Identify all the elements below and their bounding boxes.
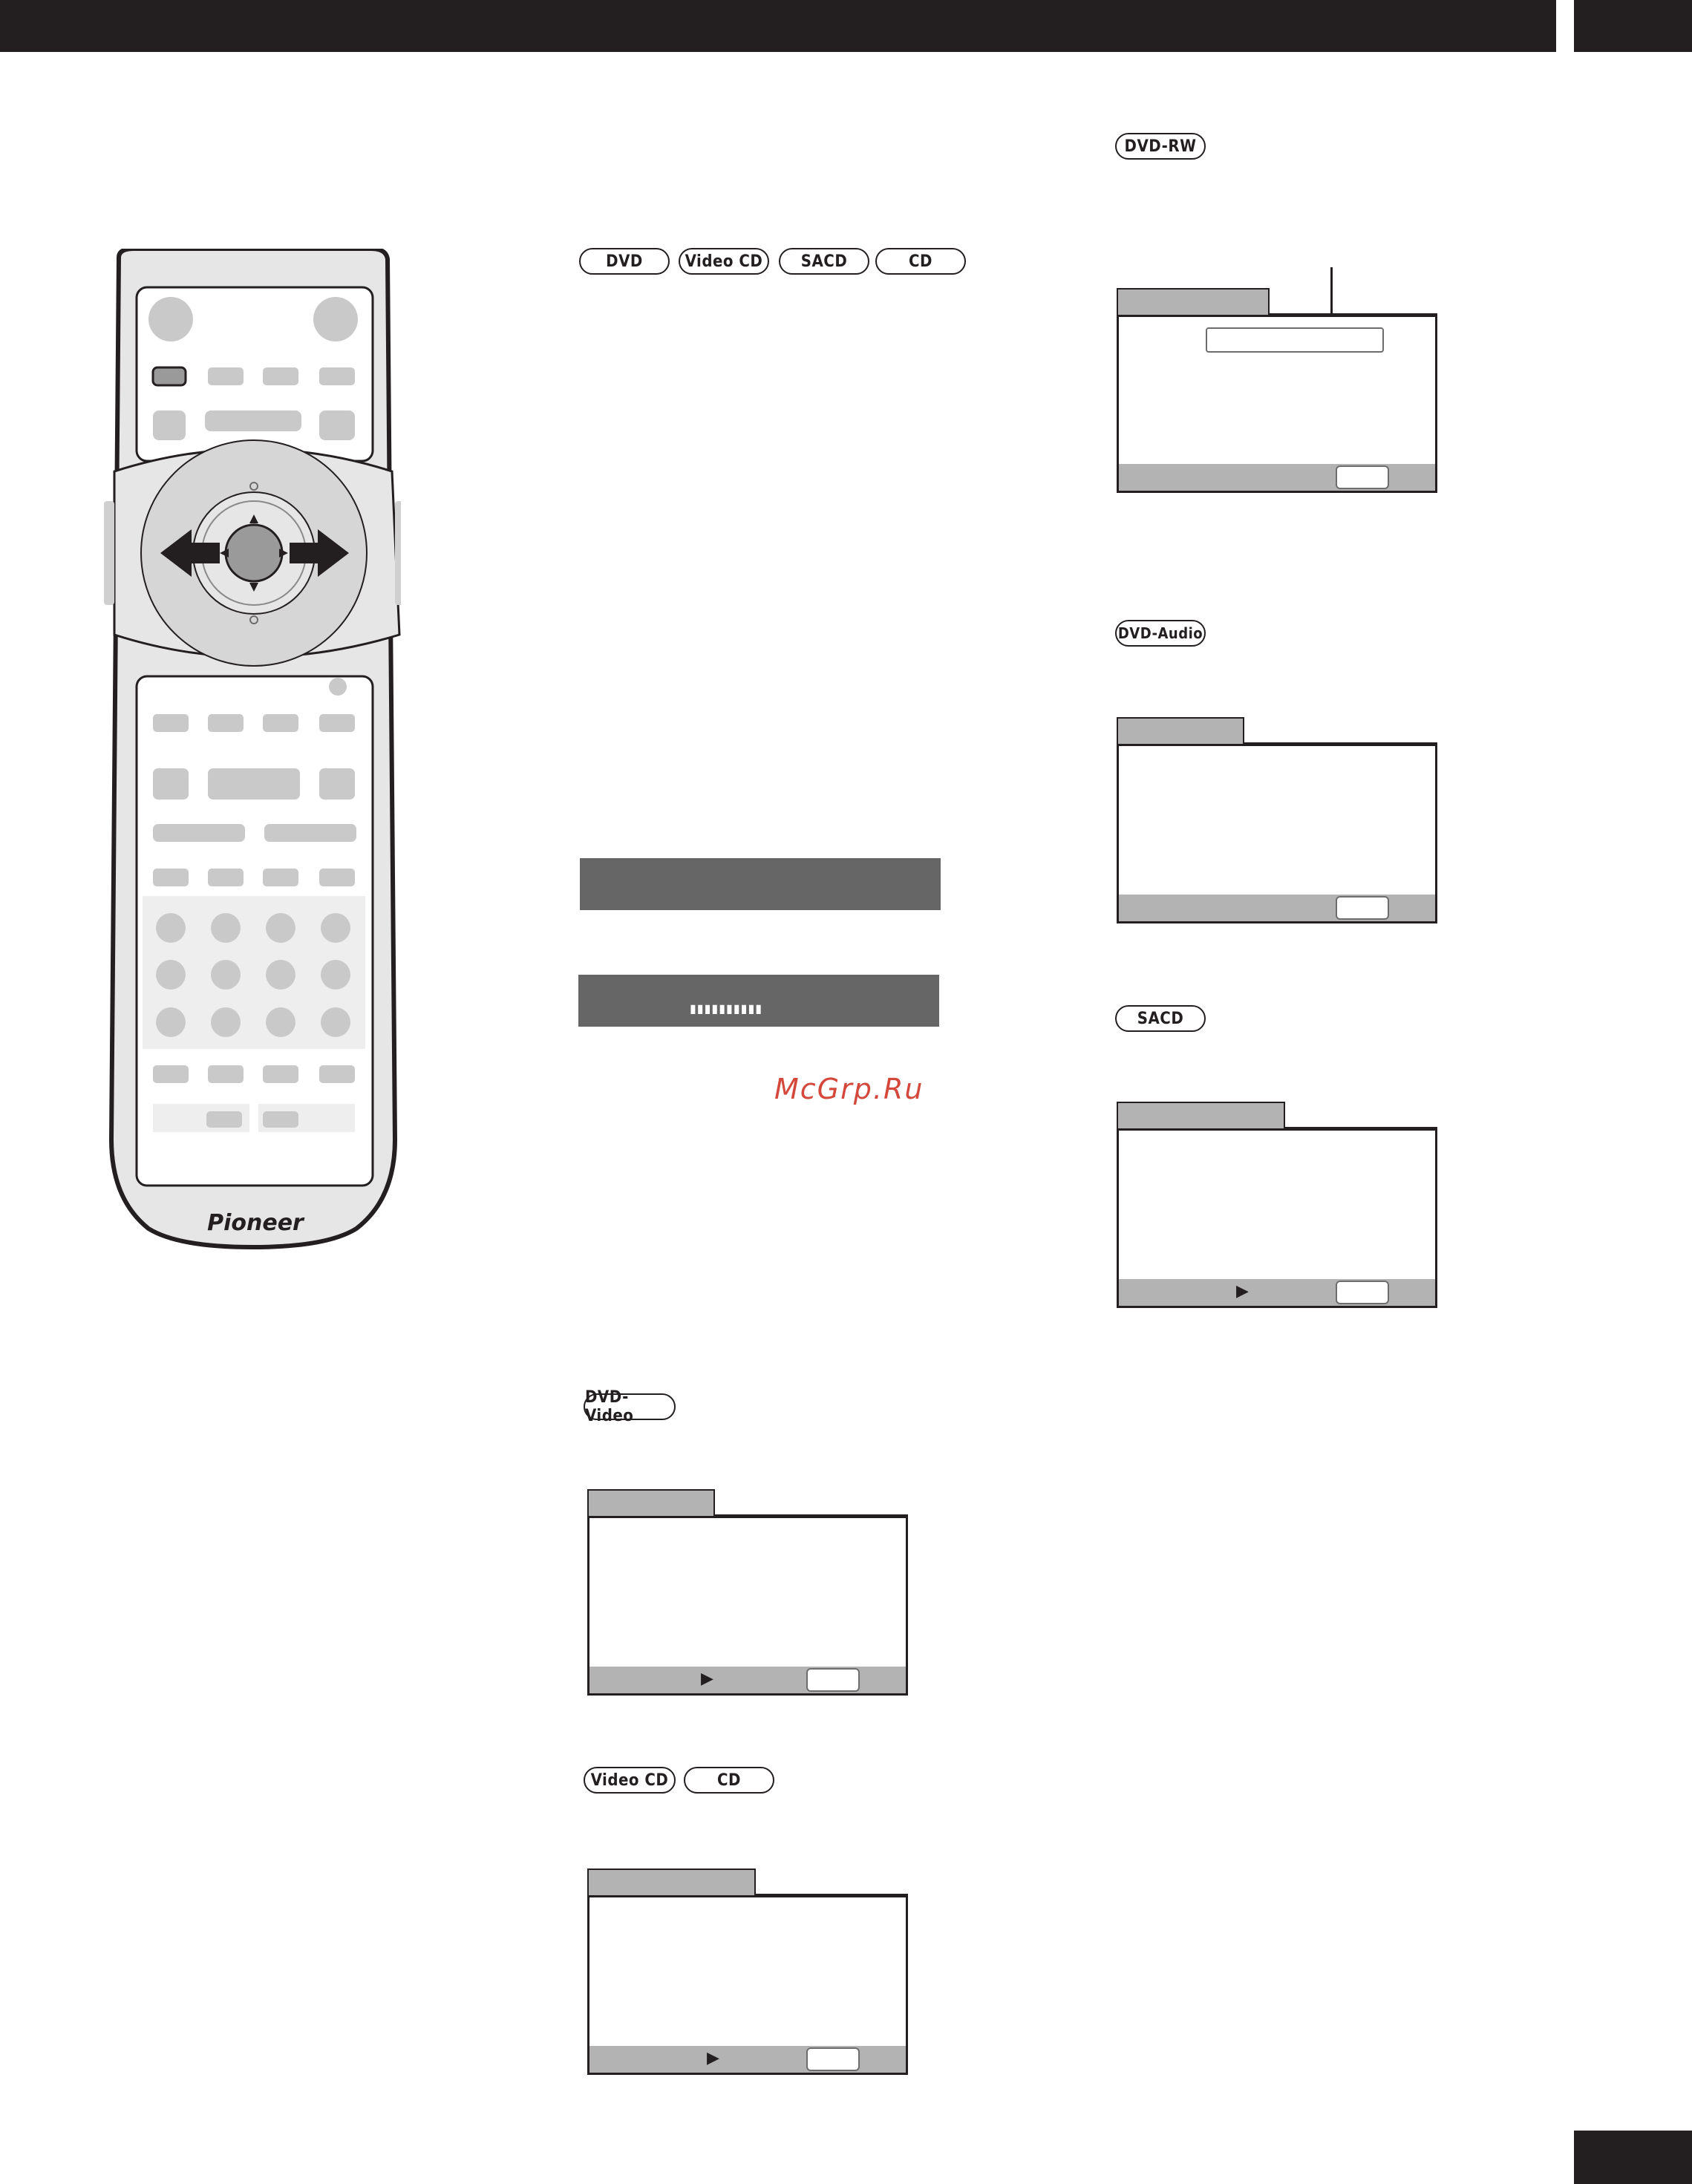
number-button[interactable] (211, 960, 241, 990)
number-button[interactable] (321, 1007, 350, 1037)
remote-button[interactable] (319, 714, 355, 732)
remote-button[interactable] (264, 824, 356, 842)
osd-footer (589, 1667, 906, 1693)
number-button[interactable] (266, 960, 295, 990)
watermark-text: McGrp.Ru (774, 1073, 924, 1105)
enter-button[interactable] (226, 525, 282, 581)
indicator-led (329, 678, 347, 696)
remote-button[interactable] (263, 367, 298, 385)
disc-badge-video-cd-2: Video CD (584, 1767, 676, 1794)
osd-footer (589, 2046, 906, 2073)
vcd-cd-osd-screen (587, 1869, 908, 2075)
osd-footer-button[interactable] (1336, 465, 1389, 489)
remote-button[interactable] (208, 869, 244, 886)
disc-badge-cd: CD (875, 248, 966, 275)
disc-badge-dvd: DVD (579, 248, 670, 275)
remote-button[interactable] (319, 411, 355, 440)
header-bar (0, 0, 1556, 52)
osd-body (1117, 744, 1437, 923)
disc-badge-dvd-audio: DVD-Audio (1115, 620, 1206, 647)
osd-footer-button[interactable] (806, 1668, 860, 1692)
osd-input-field[interactable] (1206, 327, 1384, 353)
side-grip-right (395, 501, 401, 605)
number-button[interactable] (211, 1007, 241, 1037)
play-icon: ▶ (707, 2049, 719, 2067)
osd-tab (1117, 717, 1244, 745)
remote-button[interactable] (206, 1111, 242, 1128)
osd-footer-button[interactable] (1336, 1281, 1389, 1304)
remote-button[interactable] (153, 714, 189, 732)
disc-badge-video-cd: Video CD (679, 248, 769, 275)
osd-footer (1119, 895, 1435, 921)
remote-button[interactable] (263, 869, 298, 886)
osd-tab (587, 1489, 715, 1517)
remote-button[interactable] (263, 1111, 298, 1128)
dvd-video-osd-screen (587, 1489, 908, 1696)
brand-logo: Pioneer (207, 1210, 304, 1236)
osd-body (587, 1516, 908, 1696)
remote-button[interactable] (208, 714, 244, 732)
osd-footer (1119, 464, 1435, 491)
osd-tab (587, 1869, 756, 1897)
remote-button[interactable] (208, 367, 244, 385)
osd-tab (1117, 1102, 1285, 1130)
power-button[interactable] (148, 297, 193, 341)
number-button[interactable] (266, 913, 295, 943)
play-icon: ▶ (701, 1670, 713, 1688)
remote-button[interactable] (153, 1065, 189, 1083)
number-button[interactable] (321, 913, 350, 943)
osd-footer-button[interactable] (806, 2047, 860, 2071)
dvd-rw-osd-screen (1117, 288, 1437, 493)
front-panel-display-bar (580, 858, 941, 910)
front-panel-display-bar-2 (578, 975, 939, 1027)
open-close-button[interactable] (313, 297, 358, 341)
page-number-block (1574, 2131, 1692, 2184)
number-button[interactable] (321, 960, 350, 990)
number-button[interactable] (266, 1007, 295, 1037)
osd-body (587, 1895, 908, 2075)
remote-button[interactable] (153, 768, 189, 800)
number-button[interactable] (156, 913, 186, 943)
number-button[interactable] (211, 913, 241, 943)
remote-control-illustration (104, 249, 401, 1314)
disc-badge-dvd-rw: DVD-RW (1115, 133, 1206, 160)
play-icon: ▶ (1236, 1282, 1249, 1301)
osd-footer (1119, 1279, 1435, 1306)
dvd-audio-osd-screen (1117, 717, 1437, 923)
sacd-osd-screen (1117, 1102, 1437, 1308)
osd-tab (1117, 288, 1270, 316)
number-button[interactable] (156, 960, 186, 990)
remote-button[interactable] (319, 869, 355, 886)
remote-button[interactable] (205, 411, 301, 431)
remote-button[interactable] (153, 824, 245, 842)
remote-button[interactable] (319, 367, 355, 385)
highlighted-button[interactable] (153, 367, 186, 385)
remote-button[interactable] (208, 1065, 244, 1083)
disc-badge-sacd-2: SACD (1115, 1005, 1206, 1032)
remote-button[interactable] (263, 714, 298, 732)
osd-body (1117, 1128, 1437, 1308)
disc-badge-cd-2: CD (684, 1767, 774, 1794)
remote-button[interactable] (153, 411, 186, 440)
number-button[interactable] (156, 1007, 186, 1037)
osd-footer-button[interactable] (1336, 896, 1389, 920)
header-bar-right (1574, 0, 1692, 52)
disc-badge-sacd: SACD (779, 248, 869, 275)
remote-button[interactable] (319, 1065, 355, 1083)
disc-badge-dvd-video: DVD-Video (584, 1393, 676, 1420)
remote-button[interactable] (319, 768, 355, 800)
side-grip-left (104, 501, 114, 605)
progress-indicator: ▮▮▮▮▮▮▮▮▮▮ (690, 1001, 763, 1016)
remote-button[interactable] (208, 768, 300, 800)
remote-button[interactable] (263, 1065, 298, 1083)
remote-button[interactable] (153, 869, 189, 886)
osd-body (1117, 315, 1437, 493)
